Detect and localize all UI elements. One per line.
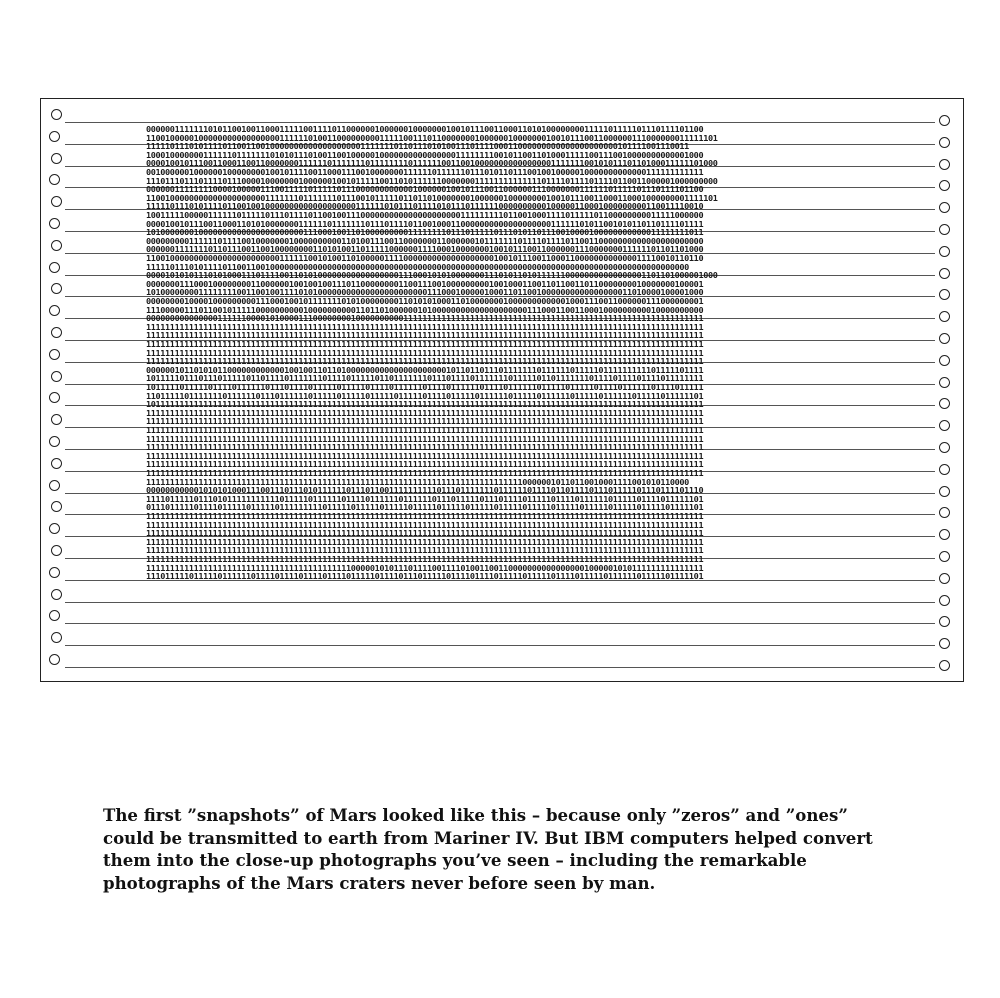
sprocket-hole-icon xyxy=(939,638,950,649)
sprocket-hole-icon xyxy=(939,115,950,126)
binary-row: 000000111111101011001001100011111001111011000000100000010000000100101110011000110101000000001111101111101110111101100 xyxy=(146,125,704,134)
sprocket-hole-icon xyxy=(939,420,950,431)
binary-row: 000000111111101101110011001000000001101010011011111000000111100010000000100101110011000000111000000011111101101101000 xyxy=(146,245,704,254)
sprocket-hole-icon xyxy=(51,589,62,600)
sprocket-hole-icon xyxy=(49,567,60,578)
sprocket-hole-icon xyxy=(49,218,60,229)
sprocket-hole-icon xyxy=(51,501,62,512)
sprocket-hole-icon xyxy=(939,202,950,213)
sprocket-hole-icon xyxy=(51,371,62,382)
sprocket-hole-icon xyxy=(939,377,950,388)
sprocket-hole-icon xyxy=(939,398,950,409)
perforation-rule xyxy=(65,667,935,668)
sprocket-hole-icon xyxy=(939,246,950,257)
binary-row: 111111111111111111111111111111111111111111111111111111111111111111111111111111111111111111111111111111111111111111111 xyxy=(146,322,704,332)
sprocket-hole-icon xyxy=(49,131,60,142)
sprocket-hole-icon xyxy=(51,109,62,120)
sprocket-hole-icon xyxy=(939,224,950,235)
binary-row: 111011111011111011111101111011110111101111011111011110111011111011110111101111101111101111011111011111101111101111101 xyxy=(146,572,704,581)
sprocket-hole-icon xyxy=(939,333,950,344)
caption-line: The first ”snapshots” of Mars looked like this – because only ”zeros” and ”ones” xyxy=(103,805,848,825)
caption-paragraph xyxy=(103,804,897,894)
binary-row: 111111111111111111111111111111111111111111111111111111111111111111111111111111111111111111111111111111111111111111111 xyxy=(146,408,704,418)
sprocket-hole-icon xyxy=(939,595,950,606)
perforation-rule xyxy=(65,623,935,624)
perforation-rule xyxy=(65,645,935,646)
sprocket-hole-icon xyxy=(51,283,62,294)
sprocket-hole-icon xyxy=(939,486,950,497)
sprocket-hole-icon xyxy=(49,305,60,316)
binary-row: 111111111111111111111111111111111111111111111111111111111111111111111111111111111111111111111111111111111111111111111 xyxy=(146,520,704,530)
sprocket-hole-icon xyxy=(939,311,950,322)
sprocket-hole-icon xyxy=(49,436,60,447)
sprocket-hole-icon xyxy=(939,507,950,518)
sprocket-hole-icon xyxy=(939,137,950,148)
sprocket-hole-icon xyxy=(939,180,950,191)
binary-row: 101000000010000000000000000000000111000100110100000000011111111011101111101110101101110010000100000000000011111111011 xyxy=(146,228,704,237)
sprocket-hole-icon xyxy=(49,610,60,621)
binary-row: 000000000000000111111000010100001110000000010000000000111111111111111111111111111111111111111111111111111111111111111 xyxy=(146,314,704,323)
binary-row: 111110111010111101100110010000000000000000000111111101101110101001110111100011000000000000000000000101111001110011 xyxy=(146,142,689,151)
binary-row: 110010000000000000000000000011111100101001101000001111000000000000000000010010111001100011000000000000011110010110110 xyxy=(146,254,704,263)
sprocket-hole-icon xyxy=(51,632,62,643)
binary-row: 111111111111111111111111111111111111111111111111111111111111111111111111111111111111111111111111111111111111111111111 xyxy=(146,451,704,461)
binary-row: 110010000000000000000000011111110111111101110010111110110110100000001000000100000000100101110011000110001000000001111101 xyxy=(146,193,718,203)
binary-row: 111110111010111101100110010000000000000000000000000000000000000000000000000000000000000000000000000000000000000000 xyxy=(146,262,689,272)
sprocket-hole-icon xyxy=(49,349,60,360)
binary-row: 011101111101111011111011111011111111101111101111101111101111101111101111101111101111101111101111101111101111101111101 xyxy=(146,503,704,512)
caption-line: could be transmitted to earth from Mariner IV. But IBM computers helped convert xyxy=(103,827,873,848)
sprocket-hole-icon xyxy=(51,153,62,164)
binary-row: 111111111111111111111111111111111111111111111111111111111111111111111111111111100000010110110010001111001010110000 xyxy=(146,477,689,487)
binary-row: 000000000111111011110010000000100000000001101001110011000000011000000101111111011110111101100110000000000000000000000 xyxy=(146,236,704,246)
sprocket-hole-icon xyxy=(51,196,62,207)
binary-row: 000000000001010101000111001110111010111111011101100111111111101110111111101111110111101101111011101111101110111101110 xyxy=(146,486,704,495)
sprocket-hole-icon xyxy=(939,355,950,366)
binary-row: 111111111111111111111111111111111111111111111111111111111111111111111111111111111111111111111111111111111111111111111 xyxy=(146,537,704,547)
binary-row: 100111110000011111101111101110111101100100111000000000000000000000111111111011001000111101111101100000000011111000000 xyxy=(146,211,704,220)
binary-row: 111111111111111111111111111111111111111111111111111111111111111111111111111111111111111111111111111111111111111111111 xyxy=(146,434,704,444)
binary-row: 000010010111001100011001100000001111110111111101111111101111110011001000000000000000011111110010101110110100011111101000 xyxy=(146,159,718,168)
binary-row: 111111111111111111111111111111111111111111111111111111111111111111111111111111111111111111111111111111111111111111111 xyxy=(146,357,704,366)
computer-printout xyxy=(40,98,964,682)
perforation-rule xyxy=(65,602,935,603)
sprocket-hole-icon xyxy=(939,159,950,170)
binary-row: 111111111111111111111111111111111111111111111111111111111111111111111111111111111111111111111111111111111111111111111 xyxy=(146,426,704,435)
sprocket-hole-icon xyxy=(939,573,950,584)
binary-row: 111101111101110101111111111101111101111110111101111110111111011101111101110111101111101111011111101111101111011111101 xyxy=(146,494,704,504)
sprocket-hole-icon xyxy=(51,545,62,556)
binary-row: 100010000000111111011111110101011101001100100000100000000000000001111111100101100110100011111001110010000000000001000 xyxy=(146,150,704,160)
binary-row: 000000101101010110000000000001001001101101000000000000000000000101101101110111111101111110111110111111111101111101111 xyxy=(146,365,704,375)
caption-line: them into the close-up photographs you’ve seen – including the remarkable xyxy=(103,850,807,870)
binary-row: 110111110111111101111110111011111101111101111101111101111101111011111011111101111101111110111110111111011111011111101 xyxy=(146,391,704,401)
binary-row: 000010010111001100011010100000001111110111111101110111101100100011000000000000000000011111101011001010110110111101111 xyxy=(146,219,704,229)
binary-row: 110010000010000000000000000011111101001100000000011111001110110000000100000010000000100101110011000000111000000011111101 xyxy=(146,133,718,143)
binary-row: 111110111010111101100100100000000000000000001111110101110111101011101111110000000000100000110001000000000110011110010 xyxy=(146,202,704,211)
sprocket-hole-icon xyxy=(939,616,950,627)
sprocket-hole-icon xyxy=(51,240,62,251)
sprocket-hole-icon xyxy=(939,529,950,540)
binary-row: 111111111111111111111111111111111111111111111111111111111111111111111111111111111111111111111111111111111111111111111 xyxy=(146,546,704,555)
sprocket-hole-icon xyxy=(939,551,950,562)
binary-row: 000000001000010000000001110001001011111110101000000001101010100011010000000100000000000010001110011000000111000000001 xyxy=(146,297,704,306)
binary-row: 111000001110110010111110000000000100000000001101101000000101000000000000000000001110001100110001000000000010000000000 xyxy=(146,305,704,315)
binary-row: 111111111111111111111111111111111111111111111111111111111111111111111111111111111111111111111111111111111111111111111 xyxy=(146,417,704,426)
binary-row: 101111101110111011111011011110111111101111011111011011111110111011110111111101111101101111111011110111101111011111111 xyxy=(146,374,704,383)
binary-row: 111111111111111111111111111111111111111111111111111111111111111111111111111111111111111111111111111111111111111111111 xyxy=(146,460,704,469)
binary-row: 101000000001111111100110010011110101000000000000000000000001110001000001000110110010000000000000000011010000100001000 xyxy=(146,288,704,297)
binary-row: 111111111111111111111111111111111111111111111111111111111111111111111111111111111111111111111111111111111111111111111 xyxy=(146,512,704,521)
binary-row: 000000011100010000000011000000100100100111011000000001100111001000000000100100011001101100110110000000010000000100001 xyxy=(146,279,704,289)
perforation-rule xyxy=(65,122,935,123)
caption-line: photographs of the Mars craters never before seen by man. xyxy=(103,872,656,893)
binary-row: 101111101111101111011111101110111101111101111101111011111101111011111101111011111101111101111101111011111101111011111 xyxy=(146,383,704,392)
binary-row: 001000000100000010000000010010111100110001110010000000111111011111101110101101110010010000010000000000000111111111111 xyxy=(146,168,704,177)
sprocket-hole-icon xyxy=(939,660,950,671)
sprocket-hole-icon xyxy=(49,654,60,665)
binary-row: 111111111111111111111111111111111111111111111111111111111111111111111111111111111111111111111111111111111111111111111 xyxy=(146,340,704,349)
sprocket-hole-icon xyxy=(51,458,62,469)
binary-row: 111111111111111111111111111111111111111111111111111111111111111111111111111111111111111111111111111111111111111111111 xyxy=(146,348,704,358)
sprocket-hole-icon xyxy=(51,414,62,425)
sprocket-hole-icon xyxy=(49,262,60,273)
sprocket-hole-icon xyxy=(49,523,60,534)
sprocket-hole-icon xyxy=(49,174,60,185)
binary-row: 111111111111111111111111111111111111111111111111111111111111111111111111111111111111111111111111111111111111111111111 xyxy=(146,443,704,452)
binary-row: 111111111111111111111111111111111111111111111111111111111111111111111111111111111111111111111111111111111111111111111 xyxy=(146,555,704,564)
binary-row: 101111111111111111111111111111111111111111111111111111111111111111111111111111111111111111111111111111111111111111111 xyxy=(146,400,704,409)
binary-row: 111111111111111111111111111111111111111111111111111111111111111111111111111111111111111111111111111111111111111111111 xyxy=(146,529,704,538)
binary-row: 111011101110111101110000100000001000000100101111100110101111110000000111111111111110111101111011110110011000001000000000 xyxy=(146,176,718,186)
sprocket-hole-icon xyxy=(939,289,950,300)
sprocket-hole-icon xyxy=(49,392,60,403)
sprocket-hole-icon xyxy=(49,480,60,491)
binary-row: 111111111111111111111111111111111111111111111111111111111111111111111111111111111111111111111111111111111111111111111 xyxy=(146,331,704,340)
binary-row: 000010101011101010001110111100110101000000000000000001110001010100000001110101101011111100000000000000001101101000001000 xyxy=(146,271,718,280)
sprocket-hole-icon xyxy=(939,268,950,279)
sprocket-hole-icon xyxy=(939,442,950,453)
sprocket-hole-icon xyxy=(51,327,62,338)
binary-row: 111111111111111111111111111111111111111111100000101011101111001111010011001100000000000000001000001010111111111111111 xyxy=(146,563,704,573)
sprocket-hole-icon xyxy=(939,464,950,475)
binary-row: 000000111111110000100000111001111101111101110000000000001000000100101110011000000111000000011111101111101110111101100 xyxy=(146,185,704,194)
binary-row: 111111111111111111111111111111111111111111111111111111111111111111111111111111111111111111111111111111111111111111111 xyxy=(146,469,704,478)
